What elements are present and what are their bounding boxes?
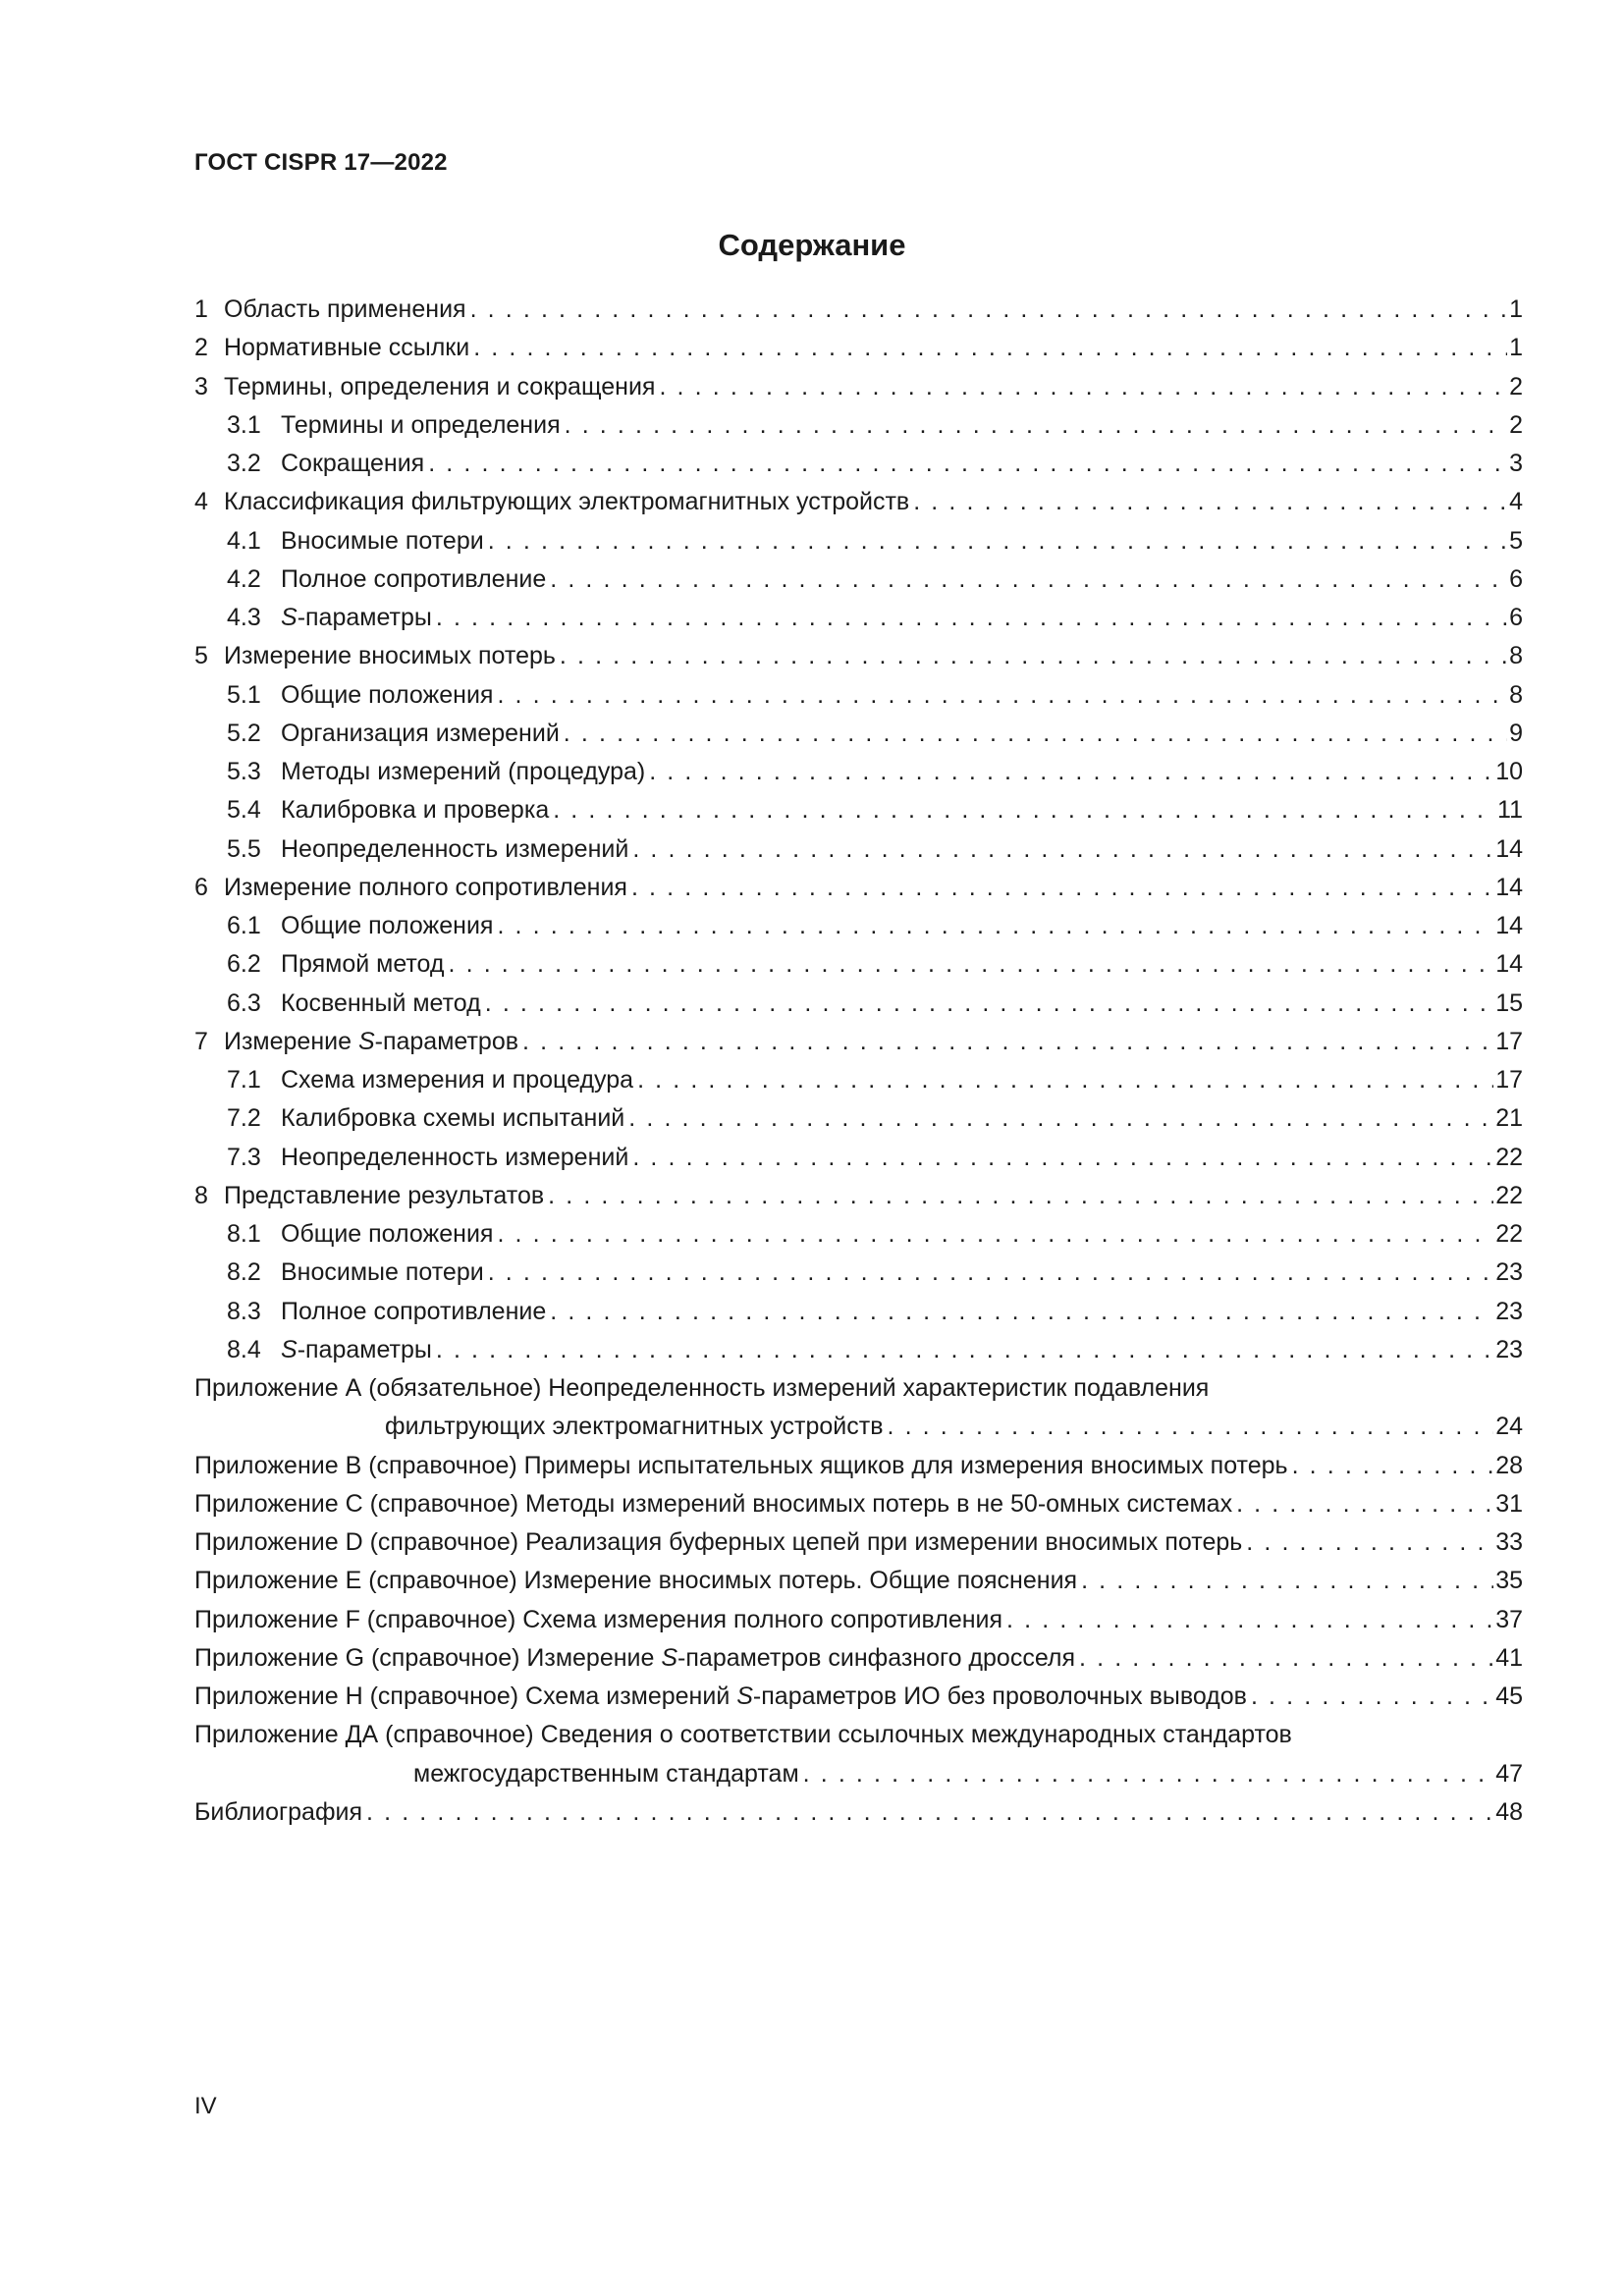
toc-entry-title: Библиография [194,1797,363,1826]
toc-appendix-a-line2: фильтрующих электромагнитных устройств [385,1413,884,1441]
dot-leader [432,599,1507,637]
dot-leader [1077,1562,1493,1600]
toc-entry-title: Приложение Н (справочное) Схема измерений S-параметров ИО без проволочных выводов [194,1682,1247,1710]
toc-page-number: 6 [1509,564,1523,593]
toc-page-number: 9 [1509,719,1523,747]
toc-page-number: 2 [1509,410,1523,439]
toc-page-number: 11 [1497,796,1523,825]
dot-leader [909,483,1507,521]
toc-appendix-d[interactable] [194,1523,1523,1562]
toc-page-number: 2 [1509,372,1523,400]
toc-entry-title: Калибровка схемы испытаний [281,1104,625,1133]
toc-entry-title: Организация измерений [281,719,560,747]
dot-leader [469,329,1507,367]
dot-leader [628,830,1493,869]
dot-leader [799,1755,1494,1793]
toc-entry-number: 8.2 [227,1258,261,1287]
toc-entry-number: 6.1 [227,912,261,939]
toc-entry-number: 8.3 [227,1297,261,1325]
toc-entry-5[interactable] [194,637,1523,675]
dot-leader [624,1099,1493,1138]
toc-entry-title: S-параметры [281,604,432,631]
toc-entry-title: Вносимые потери [281,1258,484,1287]
toc-page-number: 24 [1495,1413,1523,1441]
dot-leader [627,869,1493,907]
toc-entry-number: 7.2 [227,1104,261,1133]
toc-entry-number: 5.3 [227,758,261,785]
toc-page-number: 10 [1495,758,1523,785]
toc-entry-5-4[interactable] [194,791,1523,829]
toc-entry-7-1[interactable] [194,1061,1523,1099]
toc-entry-4[interactable] [194,483,1523,521]
toc-entry-number: 5.1 [227,680,261,709]
toc-entry-title: Общие положения [281,1220,494,1248]
dot-leader [493,907,1493,945]
toc-page-number: 33 [1495,1528,1523,1556]
toc-page-number: 1 [1509,334,1523,362]
toc-entry-title: Термины, определения и сокращения [224,372,656,400]
toc-entry-title: Сокращения [281,450,425,477]
dot-leader [518,1023,1493,1061]
toc-entry-8-2[interactable] [194,1254,1523,1292]
toc-entry-7-2[interactable] [194,1099,1523,1138]
dot-leader [549,791,1495,829]
toc-entry-title: Неопределенность измерений [281,834,629,863]
toc-entry-8[interactable] [194,1177,1523,1215]
toc-page-number: 1 [1509,295,1523,323]
toc-appendix-a-line1[interactable]: Приложение А (обязательное) Неопределенность измерений характеристик подавления [194,1374,1210,1402]
dot-leader [546,1293,1493,1331]
toc-entry-number: 3 [194,372,208,400]
toc-entry-6-1[interactable] [194,907,1523,945]
toc-entry-title: Калибровка и проверка [281,796,550,825]
toc-entry-7[interactable] [194,1023,1523,1061]
toc-entry-6-2[interactable] [194,945,1523,984]
toc-entry-number: 6 [194,873,208,901]
toc-page-number: 28 [1495,1451,1523,1479]
toc-entry-title: Измерение S-параметров [224,1027,519,1055]
toc-entry-5-3[interactable] [194,753,1523,791]
toc-page-number: 45 [1495,1682,1523,1710]
toc-entry-number: 4.2 [227,564,261,593]
toc-page-number: 35 [1495,1567,1523,1595]
toc-entry-title: Общие положения [281,680,494,709]
toc-entry-3-1[interactable] [194,406,1523,445]
dot-leader [424,445,1507,483]
toc-entry-5-5[interactable] [194,830,1523,869]
toc-entry-8-4[interactable] [194,1331,1523,1369]
dot-leader [556,637,1507,675]
dot-leader [1002,1601,1493,1639]
toc-entry-3[interactable] [194,368,1523,406]
dot-leader [655,368,1507,406]
toc-page-number: 48 [1495,1797,1523,1826]
toc-appendix-da-line2: межгосударственным стандартам [413,1759,799,1788]
toc-entry-number: 3.2 [227,450,261,477]
toc-entry-title: Вносимые потери [281,526,484,555]
toc-entry-title: Общие положения [281,912,494,939]
dot-leader [560,715,1507,753]
toc-page-number: 14 [1495,912,1523,939]
toc-entry-title: Нормативные ссылки [224,334,470,362]
toc-entry-number: 6.3 [227,988,261,1017]
toc-entry-title: Классификация фильтрующих электромагнитных устройств [224,488,910,516]
toc-entry-number: 8 [194,1181,208,1209]
toc-appendix-g[interactable] [194,1639,1523,1678]
toc-page-number: 17 [1495,1066,1523,1094]
dot-leader [1232,1485,1493,1523]
toc-entry-6-3[interactable] [194,985,1523,1023]
toc-entry-number: 1 [194,295,208,323]
dot-leader [1242,1523,1493,1562]
dot-leader [445,945,1494,984]
toc-page-number: 14 [1495,873,1523,901]
toc-entry-title: Приложение Е (справочное) Измерение вносимых потерь. Общие пояснения [194,1567,1078,1595]
dot-leader [1247,1678,1493,1716]
toc-entry-number: 4.3 [227,604,261,631]
toc-entry-title: S-параметры [281,1335,432,1363]
toc-entry-title: Приложение С (справочное) Методы измерений вносимых потерь в не 50-омных системах [194,1489,1233,1518]
toc-appendix-da[interactable] [194,1755,1523,1793]
document-code: ГОСТ CISPR 17—2022 [194,149,448,176]
toc-entry-number: 7.3 [227,1143,261,1171]
toc-bibliography[interactable] [194,1793,1523,1832]
dot-leader [493,1215,1493,1254]
toc-entry-number: 5.2 [227,719,261,747]
dot-leader [628,1139,1493,1177]
toc-entry-title: Представление результатов [224,1181,545,1209]
toc-entry-3-2[interactable] [194,445,1523,483]
toc-appendix-h[interactable] [194,1678,1523,1716]
toc-entry-title: Измерение полного сопротивления [224,873,627,901]
toc-entry-number: 6.2 [227,950,261,979]
toc-entry-6[interactable] [194,869,1523,907]
toc-entry-title: Полное сопротивление [281,1297,547,1325]
toc-page-number: 22 [1495,1143,1523,1171]
toc-page-number: 14 [1495,834,1523,863]
toc-entry-title: Полное сопротивление [281,564,547,593]
toc-entry-title: Неопределенность измерений [281,1143,629,1171]
dot-leader [493,676,1507,715]
toc-entry-title: Термины и определения [281,410,561,439]
toc-appendix-a[interactable] [194,1408,1523,1446]
toc-appendix-b[interactable] [194,1447,1523,1485]
dot-leader [1288,1447,1494,1485]
toc-appendix-da-line1[interactable]: Приложение ДА (справочное) Сведения о соответствии ссылочных международных стандартов [194,1721,1292,1749]
toc-entry-title: Измерение вносимых потерь [224,642,556,670]
toc-page-number: 47 [1495,1759,1523,1788]
toc-entry-number: 5.5 [227,834,261,863]
dot-leader [484,1254,1493,1292]
toc-page-number: 22 [1495,1181,1523,1209]
table-of-contents [194,291,1523,1832]
toc-entry-number: 5.4 [227,796,261,825]
toc-page-number: 23 [1495,1335,1523,1363]
dot-leader [544,1177,1493,1215]
toc-page-number: 5 [1509,526,1523,555]
toc-page-number: 8 [1509,680,1523,709]
toc-page-number: 23 [1495,1297,1523,1325]
toc-page-number: 23 [1495,1258,1523,1287]
toc-entry-title: Приложение F (справочное) Схема измерения полного сопротивления [194,1605,1003,1633]
toc-page-number: 4 [1509,488,1523,516]
toc-entry-number: 4.1 [227,526,261,555]
toc-appendix-f[interactable] [194,1601,1523,1639]
toc-entry-8-1[interactable] [194,1215,1523,1254]
dot-leader [484,522,1507,561]
toc-appendix-e[interactable] [194,1562,1523,1600]
dot-leader [1075,1639,1493,1678]
toc-entry-4-1[interactable] [194,522,1523,561]
toc-page-number: 8 [1509,642,1523,670]
toc-entry-title: Методы измерений (процедура) [281,758,646,785]
toc-entry-title: Приложение D (справочное) Реализация буферных цепей при измерении вносимых потерь [194,1528,1243,1556]
toc-entry-title: Схема измерения и процедура [281,1066,634,1094]
toc-entry-4-2[interactable] [194,561,1523,599]
dot-leader [633,1061,1493,1099]
dot-leader [481,985,1493,1023]
toc-page-number: 17 [1495,1027,1523,1055]
dot-leader [561,406,1507,445]
toc-page-number: 37 [1495,1605,1523,1633]
dot-leader [546,561,1507,599]
page-title: Содержание [718,228,906,262]
toc-entry-5-2[interactable] [194,715,1523,753]
toc-entry-8-3[interactable] [194,1293,1523,1331]
toc-entry-number: 5 [194,642,208,670]
toc-entry-7-3[interactable] [194,1139,1523,1177]
toc-page-number: 14 [1495,950,1523,979]
footer-page-number: IV [194,2093,217,2119]
toc-entry-2[interactable] [194,329,1523,367]
toc-entry-number: 8.1 [227,1220,261,1248]
toc-page-number: 22 [1495,1220,1523,1248]
toc-entry-title: Область применения [224,295,466,323]
toc-appendix-c[interactable] [194,1485,1523,1523]
dot-leader [432,1331,1493,1369]
dot-leader [884,1408,1494,1446]
dot-leader [466,291,1508,329]
toc-entry-5-1[interactable] [194,676,1523,715]
toc-entry-title: Приложение В (справочное) Примеры испытательных ящиков для измерения вносимых потерь [194,1451,1288,1479]
toc-entry-number: 8.4 [227,1335,261,1363]
dot-leader [362,1793,1493,1832]
toc-entry-number: 2 [194,334,208,362]
toc-entry-number: 4 [194,488,208,516]
toc-entry-title: Косвенный метод [281,988,481,1017]
dot-leader [645,753,1493,791]
toc-page-number: 3 [1509,450,1523,477]
toc-entry-number: 3.1 [227,410,261,439]
toc-entry-1[interactable] [194,291,1523,329]
toc-page-number: 31 [1495,1489,1523,1518]
toc-page-number: 41 [1495,1643,1523,1672]
toc-entry-title: Приложение G (справочное) Измерение S-параметров синфазного дросселя [194,1643,1076,1672]
toc-page-number: 6 [1509,604,1523,631]
toc-page-number: 15 [1495,988,1523,1017]
toc-entry-number: 7 [194,1027,208,1055]
toc-page-number: 21 [1495,1104,1523,1133]
toc-entry-number: 7.1 [227,1066,261,1094]
toc-entry-4-3[interactable] [194,599,1523,637]
toc-entry-title: Прямой метод [281,950,445,979]
